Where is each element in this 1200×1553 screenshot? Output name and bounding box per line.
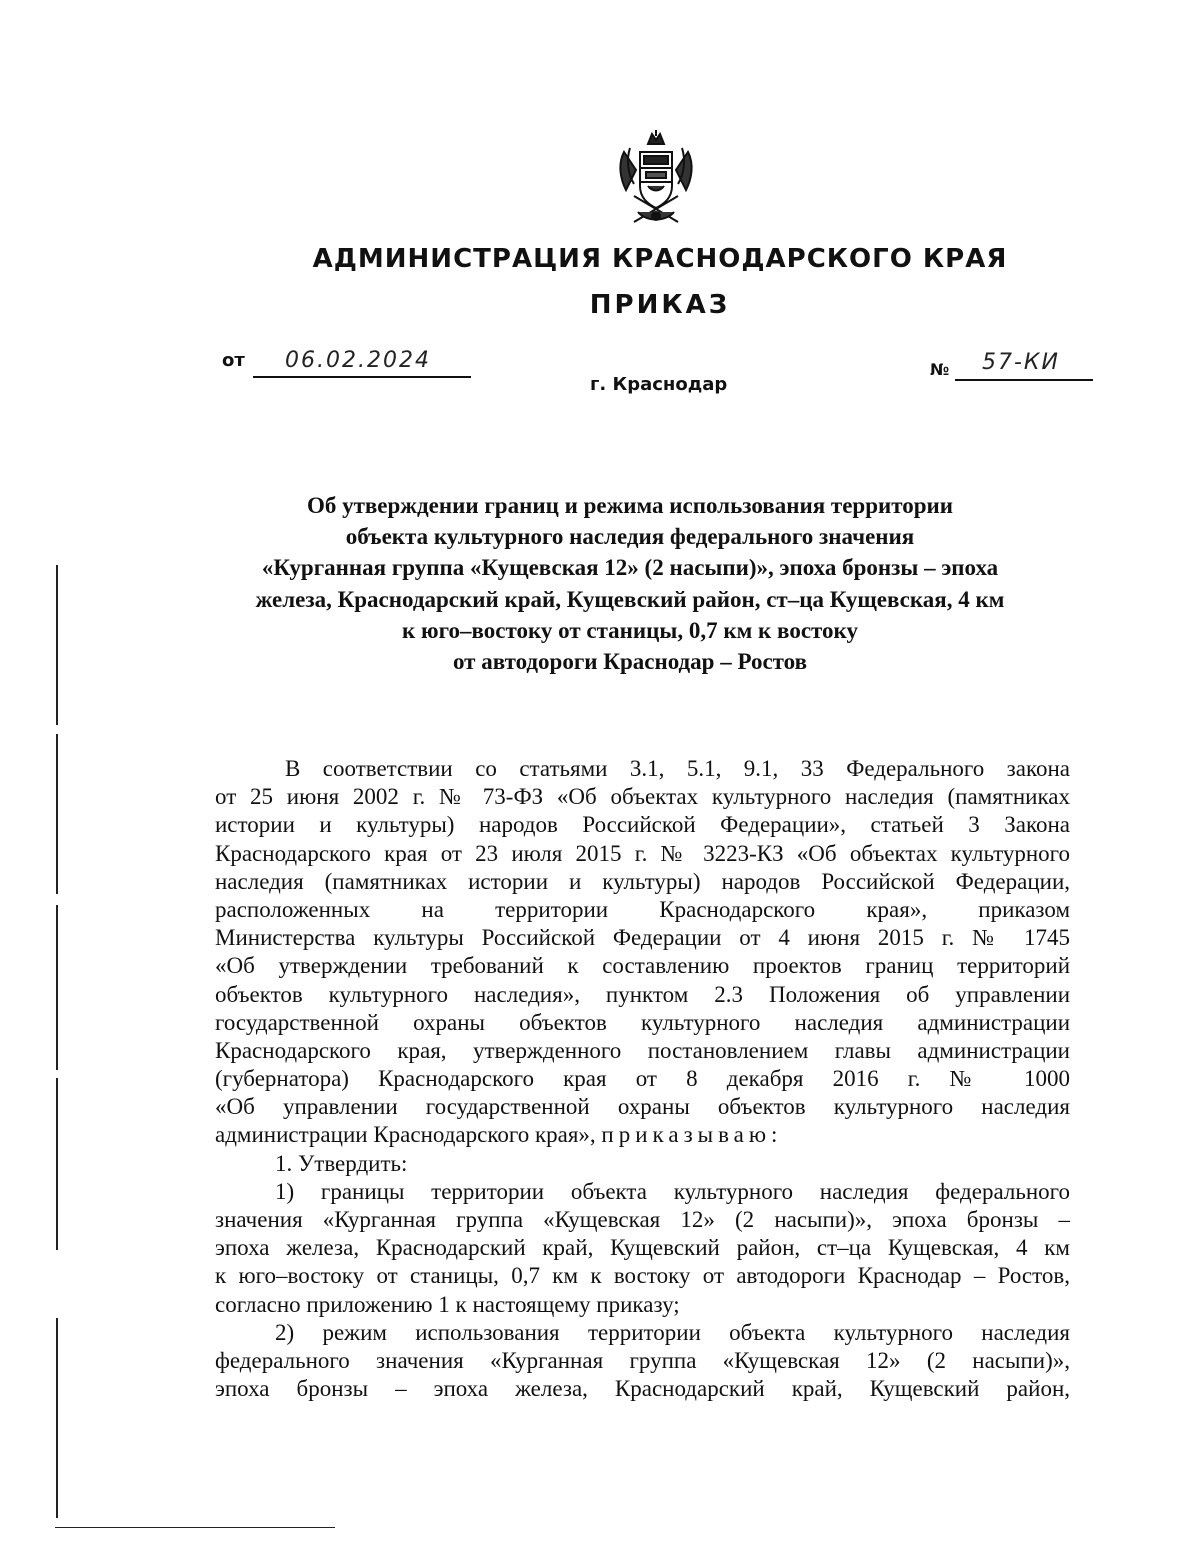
body-line: (губернатора) Краснодарского края от 8 декабря 2016 г. № 1000 xyxy=(215,1066,1070,1092)
body-line: истории и культуры) народов Российской Федерации», статьей 3 Закона xyxy=(215,812,1070,838)
title-line: Об утверждении границ и режима использования территории xyxy=(306,493,954,518)
scan-margin-mark xyxy=(56,1078,58,1250)
body-line: «Об утверждении требований к составлению проектов границ территорий xyxy=(215,953,1070,979)
body-line: 2) режим использования территории объекта культурного наследия xyxy=(275,1319,1070,1345)
body-line: эпоха железа, Краснодарский край, Кущевский район, ст–ца Кущевская, 4 км xyxy=(215,1235,1070,1261)
coat-of-arms-icon xyxy=(614,130,698,226)
body-line: Министерства культуры Российской Федерации от 4 июня 2015 г. № 1745 xyxy=(215,925,1070,951)
body-line: В соответствии со статьями 3.1, 5.1, 9.1, 33 Федерального закона xyxy=(285,756,1070,781)
title-line: железа, Краснодарский край, Кущевский район, ст–ца Кущевская, 4 км xyxy=(255,586,1005,612)
body-line: Краснодарского края, утвержденного постановлением главы администрации xyxy=(215,1037,1070,1063)
date-handwritten: 06.02.2024 xyxy=(285,348,431,373)
order-title xyxy=(200,490,1060,677)
body-line: от 25 июня 2002 г. № 73-ФЗ «Об объектах культурного наследия (памятниках xyxy=(215,784,1070,810)
body-line-order xyxy=(215,1121,1070,1149)
body-line: наследия (памятниках истории и культуры) народов Российской Федерации, xyxy=(215,868,1070,894)
title-line: объекта культурного наследия федерального значения xyxy=(345,524,915,550)
date-label: от xyxy=(222,350,245,371)
body-line: согласно приложению 1 к настоящему приказу; xyxy=(215,1291,680,1317)
title-line: от автодороги Краснодар – Ростов xyxy=(452,649,808,675)
order-body xyxy=(215,755,1070,1403)
body-line: объектов культурного наследия», пунктом 2.3 Положения об управлении xyxy=(215,981,1070,1007)
body-line: 1. Утвердить: xyxy=(275,1150,408,1176)
body-line: администрации Краснодарского края», xyxy=(215,1122,596,1148)
city: г. Краснодар xyxy=(590,374,728,395)
order-word: приказываю: xyxy=(601,1122,783,1148)
scan-margin-mark xyxy=(56,565,58,725)
scan-margin-mark xyxy=(56,734,58,894)
number-label: № xyxy=(930,360,950,379)
footer-rule xyxy=(55,1527,335,1528)
body-line: государственной охраны объектов культурного наследия администрации xyxy=(215,1009,1070,1035)
document-type: ПРИКАЗ xyxy=(589,290,731,320)
body-line: расположенных на территории Краснодарского края», приказом xyxy=(215,896,1070,922)
body-line: значения «Курганная группа «Кущевская 12» (2 насыпи)», эпоха бронзы – xyxy=(215,1207,1070,1232)
organization-name: АДМИНИСТРАЦИЯ КРАСНОДАРСКОГО КРАЯ xyxy=(312,244,1008,274)
body-line: федерального значения «Курганная группа «Кущевская 12» (2 насыпи)», xyxy=(215,1347,1070,1373)
scan-margin-mark xyxy=(56,1318,58,1518)
body-line: Краснодарского края от 23 июля 2015 г. № 3223-КЗ «Об объектах культурного xyxy=(215,840,1070,866)
title-line: «Курганная группа «Кущевская 12» (2 насыпи)», эпоха бронзы – эпоха xyxy=(261,555,999,581)
body-line: эпоха бронзы – эпоха железа, Краснодарский край, Кущевский район, xyxy=(215,1376,1070,1402)
body-line: «Об управлении государственной охраны объектов культурного наследия xyxy=(215,1094,1070,1120)
scan-margin-mark xyxy=(56,905,58,1070)
number-handwritten: 57-КИ xyxy=(982,350,1061,375)
body-line: 1) границы территории объекта культурного наследия федерального xyxy=(275,1178,1070,1204)
body-line: к юго–востоку от станицы, 0,7 км к востоку от автодороги Краснодар – Ростов, xyxy=(215,1263,1070,1289)
title-line: к юго–востоку от станицы, 0,7 км к востоку xyxy=(402,617,858,643)
